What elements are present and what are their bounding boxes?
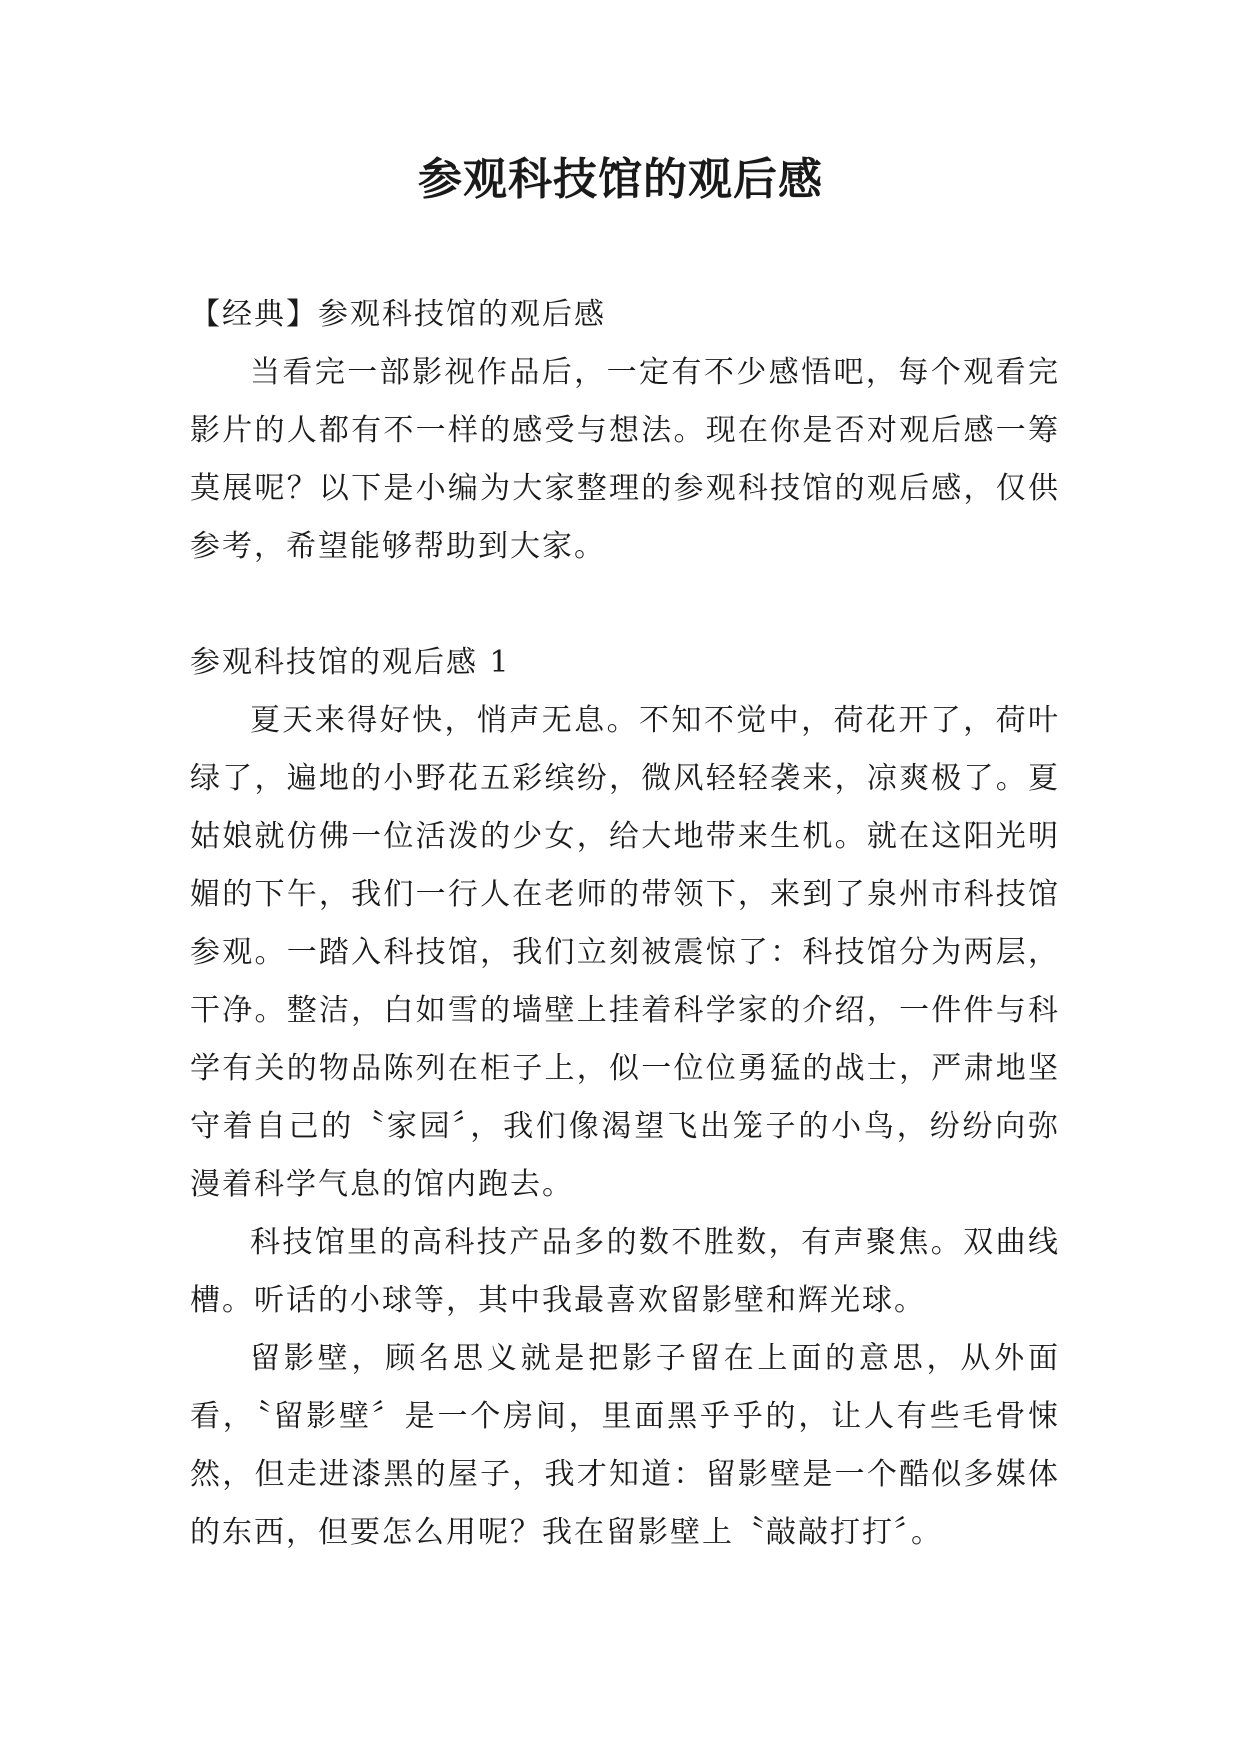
section-gap bbox=[190, 576, 1060, 634]
intro-paragraph: 当看完一部影视作品后，一定有不少感悟吧，每个观看完影片的人都有不一样的感受与想法。现在你是否对观后感一筹莫展呢？以下是小编为大家整理的参观科技馆的观后感，仅供参考，希望能够帮助到大家。 bbox=[190, 355, 1060, 564]
section-heading: 参观科技馆的观后感 1 bbox=[190, 645, 511, 680]
body-paragraph-3: 留影壁，顾名思义就是把影子留在上面的意思，从外面看，〝留影壁〞是一个房间，里面黑乎乎的，让人有些毛骨悚然，但走进漆黑的屋子，我才知道：留影壁是一个酷似多媒体的东西，但要怎么用呢？我在留影壁上〝敲敲打打〞。 bbox=[190, 1341, 1060, 1550]
body-paragraph-1: 夏天来得好快，悄声无息。不知不觉中，荷花开了，荷叶绿了，遍地的小野花五彩缤纷，微风轻轻袭来，凉爽极了。夏姑娘就仿佛一位活泼的少女，给大地带来生机。就在这阳光明媚的下午，我们一行人在老师的带领下，来到了泉州市科技馆参观。一踏入科技馆，我们立刻被震惊了：科技馆分为两层，干净。整洁，白如雪的墙壁上挂着科学家的介绍，一件件与科学有关的物品陈列在柜子上，似一位位勇猛的战士，严肃地坚守着自己的〝家园〞，我们像渴望飞出笼子的小鸟，纷纷向弥漫着科学气息的馆内跑去。 bbox=[190, 703, 1060, 1202]
document-title: 参观科技馆的观后感 bbox=[418, 154, 823, 205]
body-paragraph-2: 科技馆里的高科技产品多的数不胜数，有声聚焦。双曲线槽。听话的小球等，其中我最喜欢留影壁和辉光球。 bbox=[190, 1225, 1060, 1318]
document-body bbox=[190, 286, 1060, 1562]
intro-heading: 【经典】参观科技馆的观后感 bbox=[190, 297, 606, 332]
